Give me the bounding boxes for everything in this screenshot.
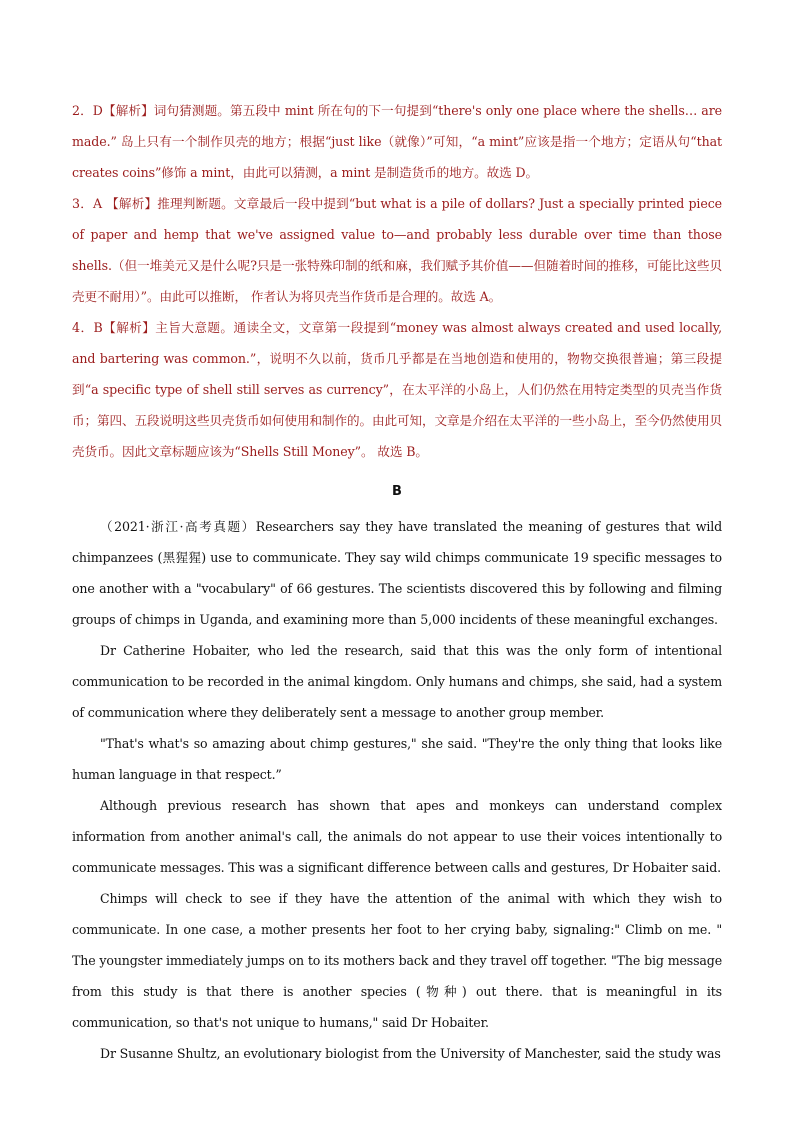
passage-paragraph-2: Dr Catherine Hobaiter, who led the research, said that this was the only form of intentional communication to be recorded in the animal kingdom. Only humans and chimps, she said, had a system of communication where they deliberately sent a message to another group member. [72,643,722,720]
passage-paragraph-6: Dr Susanne Shultz, an evolutionary biologist from the University of Manchester, said the study was [100,1046,721,1061]
passage-paragraph-5: Chimps will check to see if they have the attention of the animal with which they wish to communicate. In one case, a mother presents her foot to her crying baby, signaling:" Climb on me. " The youngster immediately jumps on to its mothers back and they travel off together. "The big message from this study is that there is another species (物种) out there. that is meaningful in its communication, so that's not unique to humans," said Dr Hobaiter. [72,891,722,1030]
passage-paragraph-3: "That's what's so amazing about chimp gestures," she said. "They're the only thing that looks like human language in that respect.” [72,736,722,782]
answer-explanation-2: 2．D【解析】词句猜测题。第五段中 mint 所在句的下一句提到“there's only one place where the shells… are made.” 岛上只有一个制作贝壳的地方；根据“just like（就像）”可知，“a mint”应该是指一个地方；定语从句“that creates coins”修饰 a mint，由此可以猜测，a mint 是制造货币的地方。故选 D。 [72,103,722,180]
section-heading: B [392,484,402,499]
answer-explanation-3: 3．A 【解析】推理判断题。文章最后一段中提到“but what is a pile of dollars? Just a specially printed piece of paper and hemp that we've assigned value to—and probably less durable over time than those shells.（但一堆美元又是什么呢?只是一张特殊印制的纸和麻，我们赋予其价值——但随着时间的推移，可能比这些贝壳更不耐用）”。由此可以推断， 作者认为将贝壳当作货币是合理的。故选 A。 [72,196,722,304]
passage-paragraph-4: Although previous research has shown that apes and monkeys can understand complex information from another animal's call, the animals do not appear to use their voices intentionally to communicate messages. This was a significant difference between calls and gestures, Dr Hobaiter said. [72,798,722,875]
passage-paragraph-1: （2021·浙江·高考真题）Researchers say they have translated the meaning of gestures that wild chimpanzees (黑猩猩) use to communicate. They say wild chimps communicate 19 specific messages to one another with a "vocabulary" of 66 gestures. The scientists discovered this by following and filming groups of chimps in Uganda, and examining more than 5,000 incidents of these meaningful exchanges. [72,519,722,627]
answer-explanation-4: 4．B【解析】主旨大意题。通读全文，文章第一段提到“money was almost always created and used locally, and bartering was common.”，说明不久以前，货币几乎都是在当地创造和使用的，物物交换很普遍；第三段提到“a specific type of shell still serves as currency”，在太平洋的小岛上，人们仍然在用特定类型的贝壳当作货币；第四、五段说明这些贝壳货币如何使用和制作的。由此可知，文章是介绍在太平洋的一些小岛上，至今仍然使用贝壳货币。因此文章标题应该为“Shells Still Money”。 故选 B。 [72,320,722,459]
